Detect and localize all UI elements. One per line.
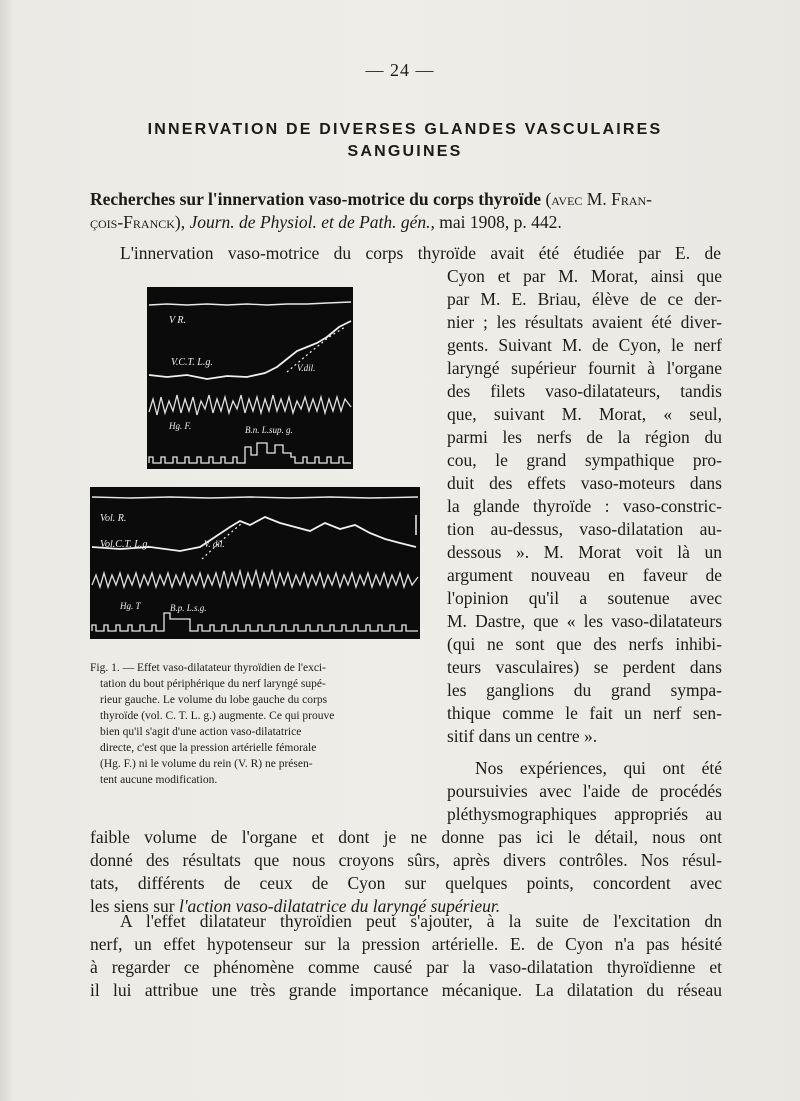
- paragraph1-wrapped: [447, 265, 722, 748]
- caption-line: [90, 660, 430, 676]
- label-bn: B.n. L.sup. g.: [245, 425, 293, 435]
- caption-line: tent aucune modification.: [100, 774, 218, 786]
- p2-line: pléthysmographiques appropriés au: [447, 804, 722, 824]
- paragraph2-wrapped: [447, 757, 722, 826]
- p1-line: par M. E. Briau, élève de ce der-: [447, 289, 722, 309]
- figure-top-tracing: [147, 287, 353, 469]
- trace-vct: [149, 321, 351, 379]
- p2-full-line: donné des résultats que nous croyons sûrs, après divers contrôles. Nos résul-: [90, 850, 722, 870]
- p1-line: dessous ». M. Morat voit là un: [447, 542, 722, 562]
- caption-label: Fig. 1.: [90, 662, 120, 674]
- figure-bottom-tracing: [90, 487, 420, 639]
- article-title-line: [90, 188, 724, 211]
- label-hg-bottom: Hg. T: [120, 601, 141, 611]
- p3-line: à regarder ce phénomène comme causé par la vaso-dilatation thyroïdienne et: [90, 957, 722, 977]
- p1-line: (qui ne sont que des nerfs inhibi-: [447, 634, 722, 654]
- p1-line: sitif dans un centre ».: [447, 726, 598, 746]
- trace-hg: [149, 395, 351, 415]
- p1-line: Cyon et par M. Morat, ainsi que: [447, 266, 722, 286]
- trace-vdil-arrow: [287, 327, 345, 372]
- figure-caption: [90, 660, 430, 788]
- p2-full-line: faible volume de l'organe et dont je ne donne pas ici le détail, nous ont: [90, 827, 722, 847]
- label-vdil-bottom: V. dil.: [204, 539, 225, 549]
- trace-vr: [149, 302, 351, 305]
- p1-line: nier ; les résultats avaient été diver-: [447, 312, 722, 332]
- p1-line: duit des effets vaso-moteurs dans: [447, 473, 722, 493]
- trace-vol-r: [92, 497, 418, 498]
- article-journal: Journ. de Physiol. et de Path. gén.,: [189, 212, 435, 232]
- p1-line: M. Dastre, que « les vaso-dilatateurs: [447, 611, 722, 631]
- caption-line: directe, c'est que la pression artérielle fémorale: [100, 742, 317, 754]
- article-coauthor-rest: çois-Franck),: [90, 212, 186, 232]
- section-heading-line1: INNERVATION DE DIVERSES GLANDES VASCULAIRES: [147, 121, 663, 138]
- caption-line: (Hg. F.) ni le volume du rein (V. R) ne présen-: [100, 758, 313, 770]
- label-vol-ct: Vol.C.T. L.g.: [100, 539, 150, 550]
- p1-line: des filets vaso-dilatateurs, tandis: [447, 381, 722, 401]
- caption-line-text: — Effet vaso-dilatateur thyroïdien de l'exci-: [122, 662, 326, 674]
- paragraph1-intro: L'innervation vaso-motrice du corps thyroïde avait été étudiée par E. de: [120, 243, 721, 263]
- p3-line: A l'effet dilatateur thyroïdien peut s'ajouter, à la suite de l'excitation dn: [120, 911, 722, 931]
- p2-full-line: tats, différents de ceux de Cyon sur quelques points, concordent avec: [90, 873, 722, 893]
- p2-line4-italic: l'action vaso-dilatatrice du laryngé supérieur.: [178, 896, 501, 916]
- p1-line: l'opinion qu'il a soutenue avec: [447, 588, 722, 608]
- p1-line: parmi les nerfs de la région du: [447, 427, 722, 447]
- article-coauthor: (avec M. Fran-: [545, 189, 652, 209]
- caption-line: bien qu'il s'agit d'une action vaso-dilatatrice: [100, 726, 302, 738]
- p1-line: argument nouveau en faveur de: [447, 565, 722, 585]
- label-vol-r: Vol. R.: [100, 513, 127, 524]
- paragraph3: [90, 910, 722, 1002]
- label-hg: Hg. F.: [169, 421, 192, 431]
- caption-line: thyroïde (vol. C. T. L. g.) augmente. Ce qui prouve: [100, 710, 335, 722]
- caption-line: rieur gauche. Le volume du lobe gauche du corps: [100, 694, 328, 706]
- p1-line: tion au-dessus, vaso-dilatation au-: [447, 519, 722, 539]
- p1-line: les ganglions du grand sympa-: [447, 680, 722, 700]
- label-vct: V.C.T. L.g.: [171, 357, 213, 368]
- section-heading-line2: SANGUINES: [347, 143, 463, 160]
- figure-bottom-svg: [90, 487, 420, 639]
- paragraph2-full: [90, 826, 722, 918]
- p3-line: il lui attribue une très grande importance mécanique. La dilatation du réseau: [90, 980, 722, 1000]
- label-bp: B.p. L.s.g.: [170, 603, 207, 613]
- p2-line: Nos expériences, qui ont été: [475, 758, 722, 778]
- trace-hg-bottom: [92, 571, 418, 587]
- p3-line: nerf, un effet hypotenseur sur la pression artérielle. E. de Cyon n'a pas hésité: [90, 934, 722, 954]
- p1-line: cou, le grand sympathique pro-: [447, 450, 722, 470]
- p1-line: laryngé supérieur fournit à l'organe: [447, 358, 722, 378]
- caption-line: tation du bout périphérique du nerf laryngé supé-: [100, 678, 326, 690]
- figure-top-svg: [147, 287, 353, 469]
- article-title: Recherches sur l'innervation vaso-motrice du corps thyroïde: [90, 189, 542, 209]
- p1-line: teurs vasculaires) se perdent dans: [447, 657, 722, 677]
- p2-line: poursuivies avec l'aide de procédés: [447, 781, 722, 801]
- p1-line: la glande thyroïde : vaso-constric-: [447, 496, 722, 516]
- trace-signal-bottom: [92, 613, 418, 631]
- p1-line: thique comme le fait un nerf sen-: [447, 703, 722, 723]
- label-vr: V R.: [169, 315, 187, 326]
- page-number: — 24 —: [365, 60, 435, 80]
- article-date-page: mai 1908, p. 442.: [439, 212, 562, 232]
- article-citation-line: [90, 211, 562, 234]
- p1-line: gents. Suivant M. de Cyon, le nerf: [447, 335, 722, 355]
- p2-line4-prefix: les siens sur: [90, 896, 175, 916]
- trace-signal: [149, 443, 351, 463]
- label-vdil: V.dil.: [297, 363, 316, 373]
- p1-line: que, suivant M. Morat, « seul,: [447, 404, 722, 424]
